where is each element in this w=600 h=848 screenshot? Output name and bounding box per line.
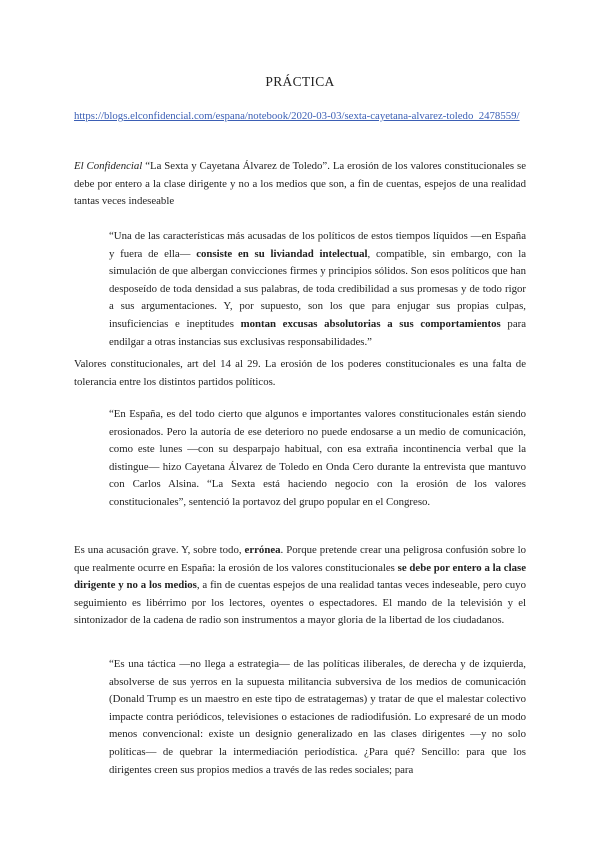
quote-2: “En España, es del todo cierto que algunos e importantes valores constitucionales están siendo erosionados. Pero la autoría de ese deterioro no puede endosarse a un medio de comunicación, como este lunes —con su desparpajo habitual, con esa extraña incontinencia verbal que la distingue— hizo Cayetana Álvarez de Toledo en Onda Cero durante la entrevista que mantuvo con Carlos Alsina. “La Sexta está haciendo negocio con la erosión de los valores constitucionales”, sentenció la portavoz del grupo popular en el Congreso. [109,408,526,508]
quote-1 [109,228,526,351]
source-name: El Confidencial [74,160,143,172]
paragraph-2: Valores constitucionales, art del 14 al 29. La erosión de los poderes constitucionales es una falta de tolerancia entre los distintos partidos políticos. [74,358,526,388]
p3-bold-a: errónea [244,544,281,556]
quote-1-text-c: para endilgar a otras instancias sus exclusivas responsabilidades.” [109,317,526,348]
page-title: PRÁCTICA [265,74,335,89]
paragraph-3 [74,542,526,630]
quote-1-text-a: “Una de las características más acusadas de los políticos de estos tiempos líquidos —en España y fuera de ella— [109,230,526,260]
intro-text: “La Sexta y Cayetana Álvarez de Toledo”. La erosión de los valores constitucionales se debe por entero a la clase dirigente y no a los medios que son, a fin de cuentas, espejos de una realidad tantas veces indeseable [74,160,527,208]
p3-text-a: Es una acusación grave. Y, sobre todo, [74,544,245,556]
quote-1-text-b: , compatible, sin embargo, con la simulación de que albergan convicciones firmes y principios sólidos. Son esos políticos que han desposeído de toda densidad a sus palabras, de toda credibilidad a sus promesas y de todo rigor a sus argumentaciones. Y, por supuesto, son los que para enjugar sus propias culpas, insuficiencias e ineptitudes [109,247,526,330]
source-link[interactable]: https://blogs.elconfidencial.com/espana/notebook/2020-03-03/sexta-cayetana-alvarez-toledo_2478559/ [74,110,520,122]
p3-text-c: , a fin de cuentas espejos de una realidad tantas veces indeseable, pero cuyo seguimiento es libérrimo por los lectores, oyentes o espectadores. El mando de la televisión y el sintonizador de la cadena de radio son instrumentos a mayor gloria de la libertad de los ciudadanos. [74,579,526,627]
p3-text-b: . Porque pretende crear una peligrosa confusión sobre lo que realmente ocurre en España: la erosión de los valores constitucionales [74,544,526,574]
quote-3: “Es una táctica —no llega a estrategia— de las políticas iliberales, de derecha y de izquierda, absolverse de sus yerros en la supuesta militancia subversiva de los medios de comunicación (Donald Trump es un maestro en este tipo de estratagemas) y tratar de que el malestar colectivo impacte contra periódicos, televisiones o estaciones de radiodifusión. Lo expresaré de un modo menos convencional: existe un designio generalizado en las clases dirigentes —y no solo políticas— de quebrar la intermediación periodística. ¿Para qué? Sencillo: para que los dirigentes creen sus propios medios a través de las redes sociales; para [109,658,526,776]
quote-1-bold-a: consiste en su liviandad intelectual [196,247,368,260]
quote-1-bold-b: montan excusas absolutorias a sus comportamientos [240,317,501,330]
p3-bold-b: se debe por entero a la clase dirigente y no a los medios [74,561,526,592]
intro-paragraph [74,158,526,211]
